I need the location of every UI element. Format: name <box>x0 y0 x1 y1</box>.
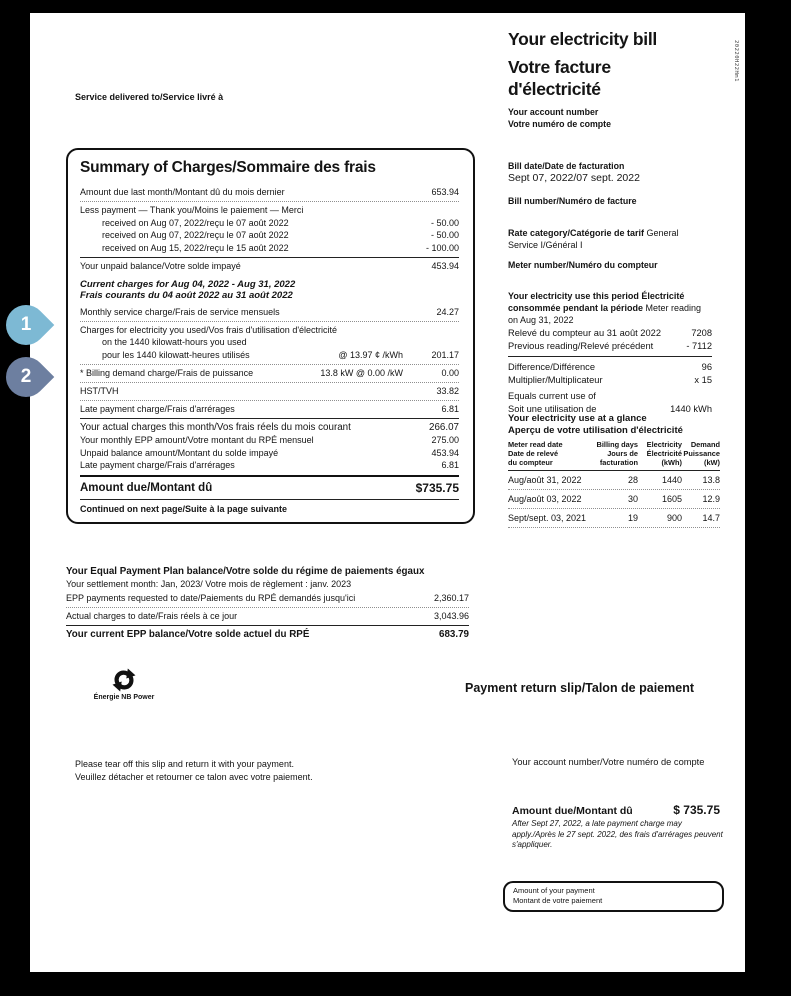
table-cell-days: 30 <box>627 494 638 505</box>
table-cell-kwh: 900 <box>666 513 682 524</box>
rate-category-value: General <box>644 228 679 238</box>
use-period-heading <box>508 290 712 326</box>
row-value: 7208 <box>691 328 712 338</box>
row-label: Actual charges to date/Frais réels à ce jour <box>66 611 238 621</box>
row-value: 1440 kWh <box>670 403 712 414</box>
account-label-en: Your account number <box>508 107 599 117</box>
row-amount: 0.00 <box>441 367 459 378</box>
row-label <box>508 390 670 415</box>
row-late-payment-charge-2 <box>80 460 459 471</box>
meter-number-label: Meter number/Numéro du compteur <box>508 260 658 270</box>
summary-of-charges-box <box>66 148 475 524</box>
dotted-separator <box>80 364 459 365</box>
amount-due-value: $735.75 <box>415 481 459 495</box>
equal-payment-plan-section <box>66 566 469 643</box>
row-label: Charges for electricity you used/Vos frais d'utilisation d'électricité <box>80 324 338 335</box>
table-cell-days: 19 <box>627 513 638 524</box>
solid-separator <box>80 257 459 258</box>
solid-separator <box>80 418 459 419</box>
tear-off-instructions <box>75 758 313 783</box>
row-label: pour les 1440 kilowatt-heures utilisés <box>102 349 250 360</box>
epp-title: Your Equal Payment Plan balance/Votre solde du régime de paiements égaux <box>66 566 425 577</box>
payment-amount-label-fr: Montant de votre paiement <box>513 895 603 905</box>
row-rate: 13.8 kW @ 0.00 /kW <box>320 367 403 378</box>
row-payment-received <box>80 243 459 254</box>
bill-number <box>508 196 637 207</box>
payment-return-slip-title: Payment return slip/Talon de paiement <box>465 681 694 695</box>
thick-separator <box>80 475 459 477</box>
continued-note: Continued on next page/Suite à la page suivante <box>80 504 288 514</box>
tear-line-fr: Veuillez détacher et retourner ce talon avec votre paiement. <box>75 771 313 782</box>
row-label: Multiplier/Multiplicateur <box>508 374 603 385</box>
row-label: received on Aug 07, 2022/reçu le 07 août 2022 <box>102 230 289 240</box>
bill-date <box>508 161 640 185</box>
row-actual-charges <box>80 422 459 434</box>
row-label: HST/TVH <box>80 385 119 396</box>
row-label: on the 1440 kilowatt-hours you used <box>102 337 247 347</box>
table-cell-date: Sept/sept. 03, 2021 <box>508 513 587 524</box>
epp-row-actual-charges <box>66 611 469 622</box>
row-monthly-service-charge <box>80 307 459 318</box>
table-cell-date: Aug/août 31, 2022 <box>508 475 582 486</box>
slip-amount-due-value: $ 735.75 <box>673 803 720 817</box>
amount-due-label: Amount due/Montant dû <box>80 482 213 494</box>
row-unpaid-balance-amount <box>80 448 459 459</box>
row-label: Amount due last month/Montant dû du mois dernier <box>80 187 285 197</box>
row-label: Your unpaid balance/Votre solde impayé <box>80 260 241 271</box>
current-charges-line-fr: Frais courants du 04 août 2022 au 31 août 2022 <box>80 290 293 301</box>
service-delivered-label: Service delivered to/Service livré à <box>75 92 224 102</box>
rate-category-value-line2: Service I/Général I <box>508 240 583 250</box>
row-label-fr: Soit une utilisation de <box>508 403 597 414</box>
row-label: received on Aug 07, 2022/reçu le 07 août 2022 <box>102 217 289 228</box>
row-label: Your actual charges this month/Vos frais réels du mois courant <box>80 421 351 433</box>
row-amount: 201.17 <box>431 349 459 360</box>
row-amount-due <box>80 481 459 496</box>
col-header-demand: Demand Puissance (kW) <box>683 440 720 467</box>
slip-amount-due-label: Amount due/Montant dû <box>512 805 633 817</box>
row-electricity-used-line3 <box>80 350 459 361</box>
row-payment-received <box>80 218 459 229</box>
summary-title: Summary of Charges/Sommaire des frais <box>80 159 376 176</box>
row-label: Relevé du compteur au 31 août 2022 <box>508 328 661 338</box>
solid-separator <box>80 499 459 500</box>
row-label: Monthly service charge/Frais de service mensuels <box>80 306 280 317</box>
use-period-heading-bold: Your electricity use this period Électricité consommée pendant la période <box>508 291 685 313</box>
dotted-separator <box>80 321 459 322</box>
bill-page <box>30 13 745 972</box>
payment-amount-box <box>503 881 724 912</box>
row-label: Your monthly EPP amount/Votre montant du RPÉ mensuel <box>80 435 314 445</box>
glance-title-en: Your electricity use at a glance <box>508 413 647 424</box>
annotation-marker-1-number: 1 <box>20 314 32 335</box>
row-label: * Billing demand charge/Frais de puissance <box>80 367 254 378</box>
row-label: Difference/Différence <box>508 362 595 372</box>
dotted-separator <box>508 527 720 528</box>
current-charges-heading <box>80 279 459 302</box>
row-amount: 453.94 <box>431 447 459 458</box>
row-amount: 24.27 <box>436 306 459 317</box>
row-billing-demand-charge <box>80 368 459 379</box>
row-difference <box>508 361 712 374</box>
tear-line-en: Please tear off this slip and return it with your payment. <box>75 759 294 769</box>
payment-amount-label-en: Amount of your payment <box>513 886 595 895</box>
col-header-meter-read-date: Meter read date Date de relevé du compteur <box>508 440 563 467</box>
row-value: 96 <box>701 362 712 372</box>
annotation-marker-2-number: 2 <box>20 366 32 387</box>
row-amount: 33.82 <box>436 385 459 396</box>
row-amount: 6.81 <box>441 460 459 470</box>
row-amount: - 100.00 <box>425 242 459 253</box>
row-amount: 683.79 <box>439 629 469 640</box>
row-label: Previous reading/Relevé précédent <box>508 340 654 351</box>
dotted-separator <box>66 607 469 608</box>
row-equals-current-use <box>508 390 712 415</box>
bill-title <box>508 29 688 100</box>
dotted-separator <box>80 382 459 383</box>
glance-title-fr: Aperçu de votre utilisation d'électricité <box>508 424 683 436</box>
row-value: x 15 <box>694 374 712 385</box>
solid-separator <box>508 356 712 357</box>
row-amount: 653.94 <box>431 187 459 197</box>
table-cell-days: 28 <box>627 475 638 486</box>
row-late-payment-charge <box>80 404 459 415</box>
row-less-payment <box>80 205 459 216</box>
row-electricity-used-line1 <box>80 325 459 336</box>
row-hst <box>80 386 459 397</box>
col-header-electricity: Electricity Électricité (kWh) <box>646 440 682 467</box>
row-unpaid-balance <box>80 261 459 272</box>
late-payment-note: After Sept 27, 2022, a late payment charge may apply./Après le 27 sept. 2022, des frais d'arrérages peuvent s'appliquer. <box>512 819 723 849</box>
nb-power-logo-text: Énergie NB Power <box>93 694 155 701</box>
row-previous-reading <box>508 340 712 353</box>
table-cell-kwh: 1440 <box>661 475 682 486</box>
row-amount: 6.81 <box>441 403 459 414</box>
account-number-label <box>508 107 611 130</box>
row-label: received on Aug 15, 2022/reçu le 15 août 2022 <box>102 242 289 253</box>
use-period-heading-regular: Meter reading on Aug 31, 2022 <box>508 303 702 325</box>
form-code: 20220H22Hm1 <box>733 40 739 82</box>
meter-number <box>508 260 658 271</box>
table-cell-date: Aug/août 03, 2022 <box>508 494 582 505</box>
row-amount: - 50.00 <box>430 217 459 228</box>
row-amount-due-last-month <box>80 187 459 198</box>
glance-table <box>508 441 720 528</box>
rate-category <box>508 227 738 251</box>
row-amount: 2,360.17 <box>433 593 469 603</box>
bill-number-label: Bill number/Numéro de facture <box>508 196 637 206</box>
electricity-use-at-a-glance <box>508 413 720 528</box>
bill-title-fr: Votre facture d'électricité <box>508 57 611 99</box>
current-charges-line-en: Current charges for Aug 04, 2022 - Aug 31, 2022 <box>80 278 296 290</box>
row-multiplier <box>508 374 712 387</box>
table-cell-kw: 14.7 <box>702 513 720 524</box>
table-cell-kw: 13.8 <box>702 475 720 486</box>
dotted-separator <box>80 201 459 202</box>
epp-row-payments-requested <box>66 593 469 604</box>
row-label: Unpaid balance amount/Montant du solde impayé <box>80 447 279 458</box>
row-value: - 7112 <box>686 340 712 351</box>
slip-amount-due <box>512 803 720 817</box>
row-payment-received <box>80 230 459 241</box>
row-amount: 266.07 <box>429 421 459 433</box>
row-label: Late payment charge/Frais d'arrérages <box>80 403 235 414</box>
rate-category-label: Rate category/Catégorie de tarif <box>508 228 645 238</box>
row-meter-reading <box>508 327 712 340</box>
nb-power-logo-icon <box>86 667 162 693</box>
row-amount: - 50.00 <box>430 230 459 240</box>
epp-row-current-balance <box>66 629 469 640</box>
table-cell-kw: 12.9 <box>702 494 720 505</box>
bill-date-value: Sept 07, 2022/07 sept. 2022 <box>508 172 640 184</box>
account-label-fr: Votre numéro de compte <box>508 118 611 129</box>
table-cell-kwh: 1605 <box>661 494 682 505</box>
bill-date-label: Bill date/Date de facturation <box>508 161 625 171</box>
row-label: Less payment — Thank you/Moins le paiement — Merci <box>80 205 304 215</box>
row-label-en: Equals current use of <box>508 391 596 401</box>
col-header-billing-days: Billing days Jours de facturation <box>596 440 638 467</box>
row-rate: @ 13.97 ¢ /kWh <box>338 349 403 360</box>
row-electricity-used-line2 <box>80 337 459 348</box>
row-label: Late payment charge/Frais d'arrérages <box>80 460 235 470</box>
row-amount: 453.94 <box>431 260 459 271</box>
nb-power-logo <box>86 667 162 701</box>
bill-title-en: Your electricity bill <box>508 29 657 49</box>
electricity-use-this-period <box>508 290 712 415</box>
row-label: Your current EPP balance/Votre solde actuel du RPÉ <box>66 629 310 640</box>
row-amount: 3,043.96 <box>433 611 469 621</box>
row-monthly-epp-amount <box>80 435 459 446</box>
solid-separator <box>66 625 469 626</box>
epp-settlement-month: Your settlement month: Jan, 2023/ Votre mois de règlement : janv. 2023 <box>66 579 352 589</box>
dotted-separator <box>80 400 459 401</box>
slip-account-number-label: Your account number/Votre numéro de compte <box>512 757 705 767</box>
row-amount: 275.00 <box>431 435 459 445</box>
row-label: EPP payments requested to date/Paiements du RPÉ demandés jusqu'ici <box>66 593 356 603</box>
